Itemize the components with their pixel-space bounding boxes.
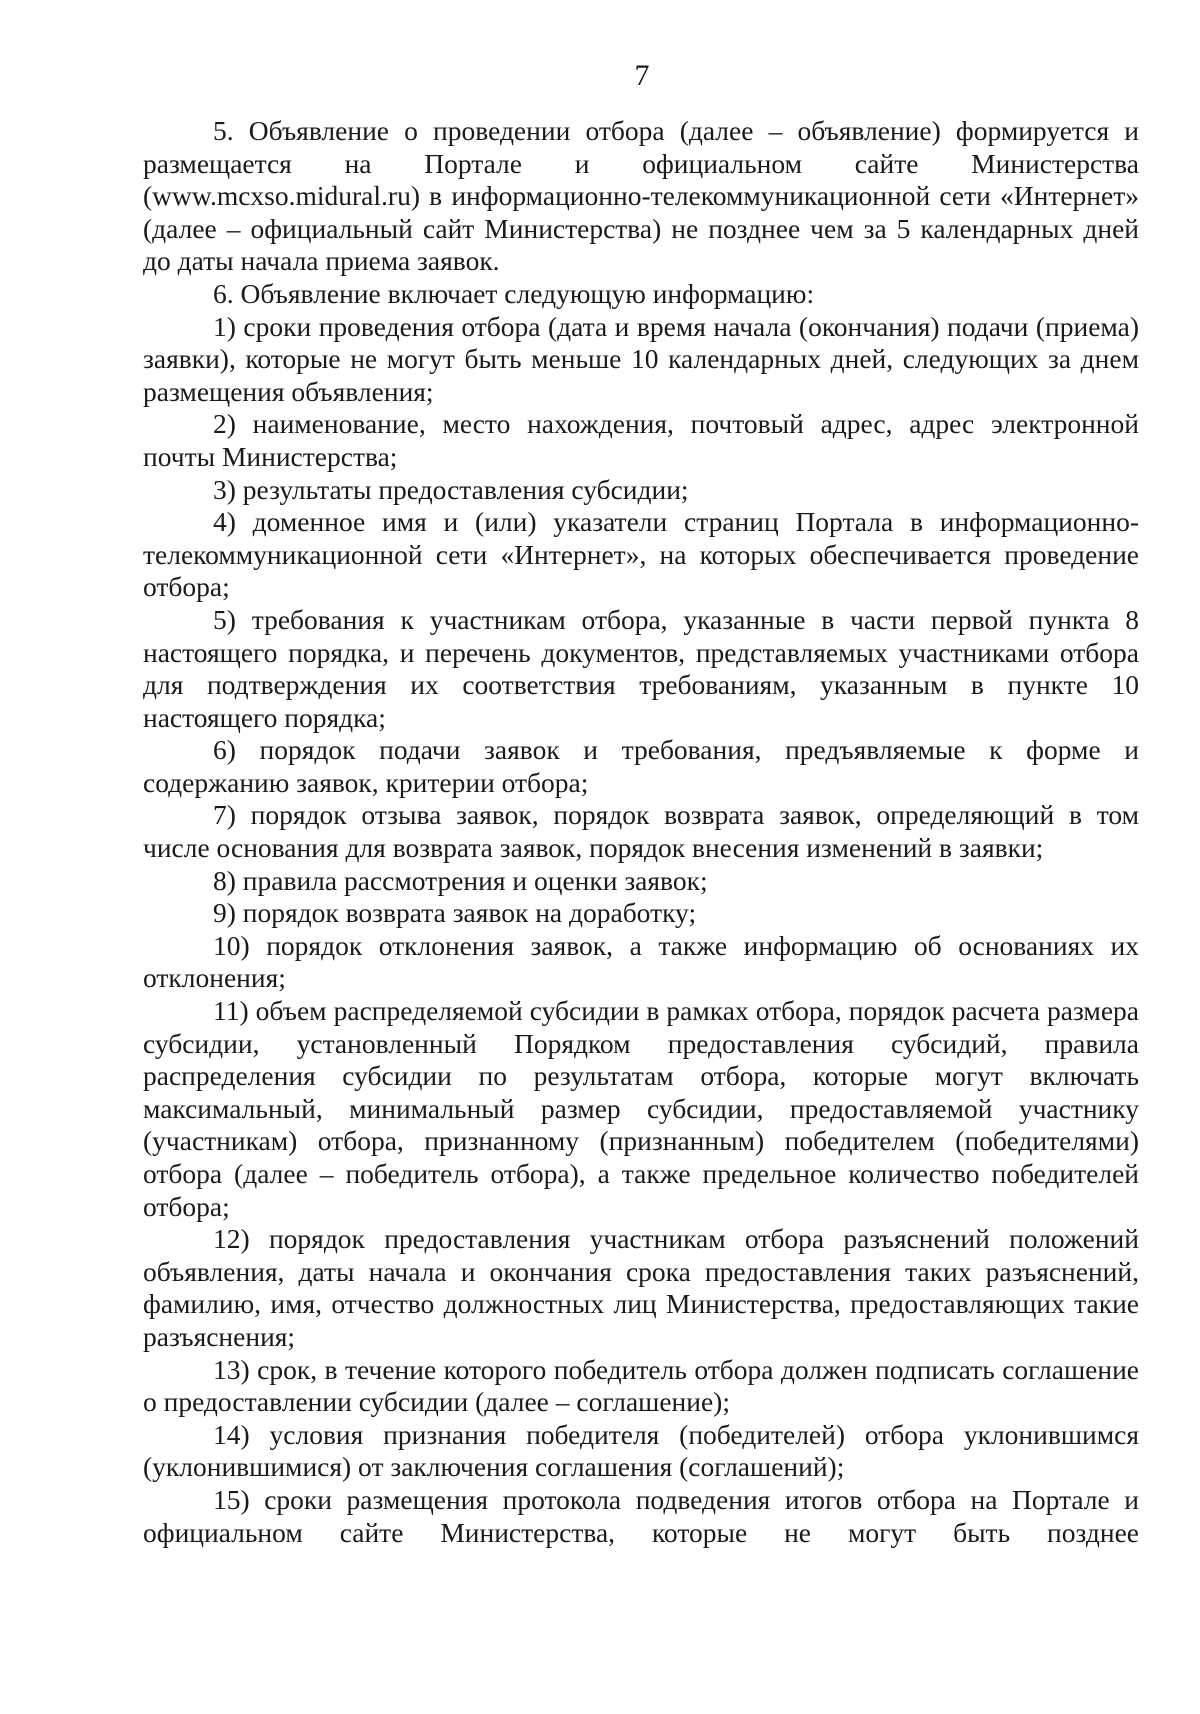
list-item-12-clarifications: 12) порядок предоставления участникам отбора разъяснений положений объявления, даты начала и окончания срока предоставления таких разъяснений, фамилию, имя, отчество должностных лиц Министерства, предоставляющих такие разъяснения;: [143, 1223, 1139, 1352]
list-item-13-agreement-deadline: 13) срок, в течение которого победитель отбора должен подписать соглашение о предоставлении субсидии (далее – соглашение);: [143, 1353, 1139, 1418]
list-item-6-application-procedure: 6) порядок подачи заявок и требования, предъявляемые к форме и содержанию заявок, критерии отбора;: [143, 734, 1139, 798]
list-item-4-portal-domain: 4) доменное имя и (или) указатели страниц Портала в информационно-телекоммуникационной сети «Интернет», на которых обеспечивается проведение отбора;: [143, 506, 1139, 603]
list-item-1-selection-dates: 1) сроки проведения отбора (дата и время начала (окончания) подачи (приема) заявки), которые не могут быть меньше 10 календарных дней, следующих за днем размещения объявления;: [143, 310, 1139, 407]
list-item-5-participant-requirements: 5) требования к участникам отбора, указанные в части первой пункта 8 настоящего порядка, и перечень документов, представляемых участниками отбора для подтверждения их соответствия требованиям, указанным в пункте 10 настоящего порядка;: [143, 603, 1139, 733]
list-item-8-review-rules: 8) правила рассмотрения и оценки заявок;: [213, 864, 708, 896]
list-item-9-return-for-revision: 9) порядок возврата заявок на доработку;: [213, 897, 697, 929]
list-item-15-protocol-publication: 15) сроки размещения протокола подведения итогов отбора на Портале и официальном сайте Министерства, которые не могут быть позднее: [143, 1483, 1139, 1548]
page-number: 7: [634, 59, 650, 92]
list-item-10-rejection-procedure: 10) порядок отклонения заявок, а также информацию об основаниях их отклонения;: [143, 929, 1139, 994]
list-item-2-ministry-contacts: 2) наименование, место нахождения, почтовый адрес, адрес электронной почты Министерства;: [143, 408, 1139, 472]
document-body: [143, 115, 1139, 1549]
paragraph-announcement-publication: 5. Объявление о проведении отбора (далее – объявление) формируется и размещается на Портале и официальном сайте Министерства (www.mcxso.midural.ru) в информационно-телекоммуникационной сети «Интернет» (далее – официальный сайт Министерства) не позднее чем за 5 календарных дней до даты начала приема заявок.: [143, 115, 1139, 277]
list-item-14-evasion-conditions: 14) условия признания победителя (победителей) отбора уклонившимся (уклонившимися) от заключения соглашения (соглашений);: [143, 1418, 1139, 1483]
list-item-11-subsidy-volume: 11) объем распределяемой субсидии в рамках отбора, порядок расчета размера субсидии, установленный Порядком предоставления субсидий, правила распределения субсидии по результатам отбора, которые могут включать максимальный, минимальный размер субсидии, предоставляемой участнику (участникам) отбора, признанному (признанным) победителем (победителями) отбора (далее – победитель отбора), а также предельное количество победителей отбора;: [143, 995, 1139, 1222]
list-item-7-application-withdrawal: 7) порядок отзыва заявок, порядок возврата заявок, определяющий в том числе основания для возврата заявок, порядок внесения изменений в заявки;: [143, 799, 1139, 864]
paragraph-announcement-contents: 6. Объявление включает следующую информацию:: [213, 277, 815, 309]
list-item-3-subsidy-results: 3) результаты предоставления субсидии;: [213, 473, 689, 505]
